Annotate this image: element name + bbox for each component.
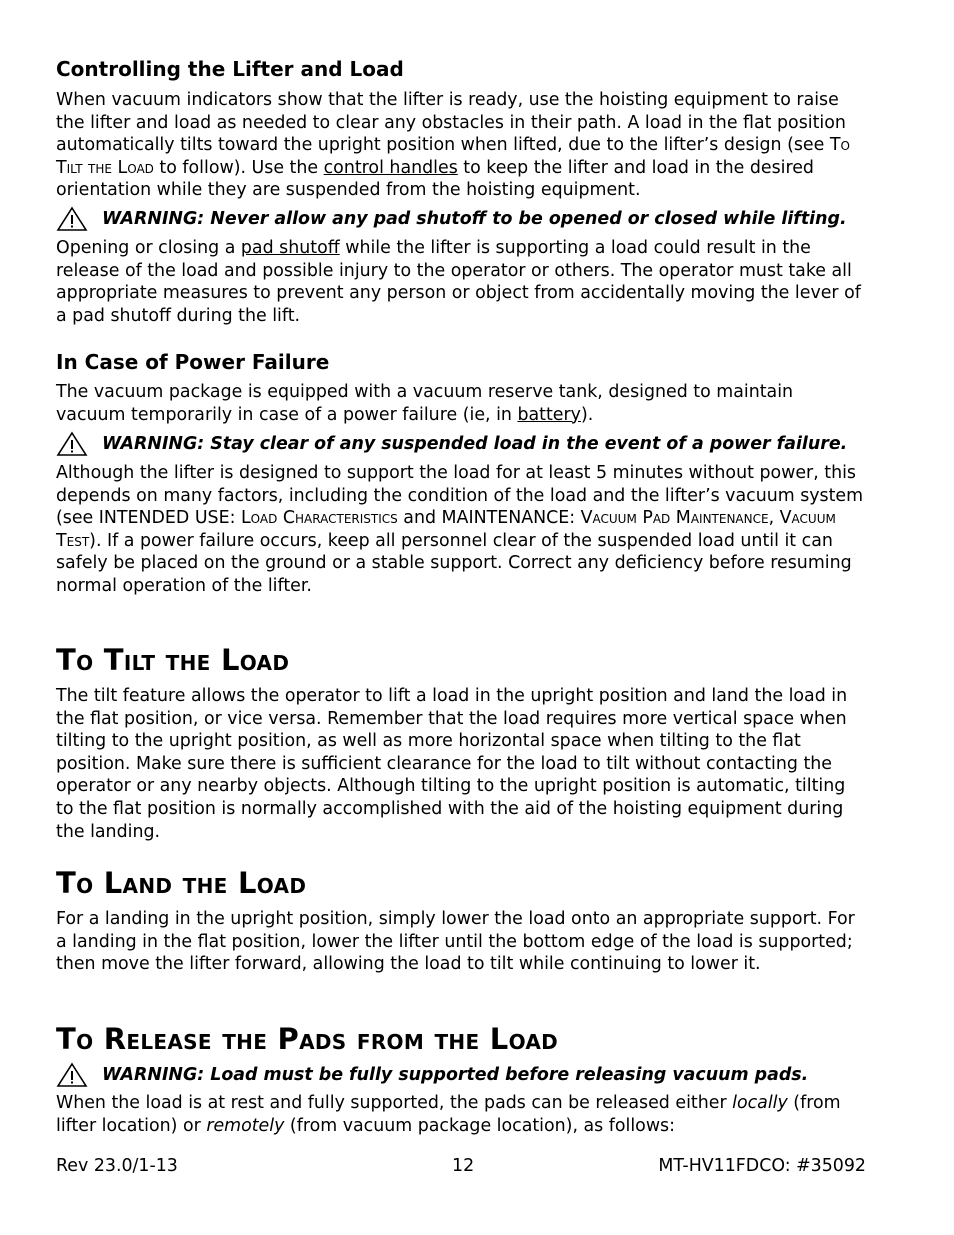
- warning-pad-shutoff: [56, 206, 866, 232]
- heading-land: [56, 866, 866, 900]
- heading-release: [56, 1022, 866, 1056]
- warning-release: [56, 1062, 866, 1088]
- text-run: (from lifter location) or: [56, 1093, 841, 1136]
- paragraph-pad-shutoff-text: [56, 237, 866, 327]
- text-run: ). If a power failure occurs, keep all personnel clear of the suspended load until it can safely be placed on the ground or a stable support. Correct any deficiency before resuming normal operation of the lifter.: [56, 530, 852, 596]
- text-run: to keep the lifter and load in the desired orientation while they are suspended from the hoisting equipment.: [56, 157, 814, 201]
- text-run: When the load is at rest and fully supported, the pads can be released either: [56, 1093, 733, 1113]
- paragraph-power-failure-detail-text: [56, 462, 866, 598]
- emphasis-locally: locally: [732, 1093, 788, 1113]
- paragraph-release: [56, 1092, 866, 1137]
- pad-shutoff-link[interactable]: pad shutoff: [240, 238, 340, 258]
- text-run: Opening or closing a: [56, 238, 241, 258]
- cross-reference: Vacuum Test: [56, 508, 836, 551]
- paragraph-power-failure-text: [56, 381, 866, 426]
- text-run: ,: [768, 508, 780, 529]
- paragraph-controlling: [56, 89, 866, 202]
- paragraph-land-text: For a landing in the upright position, simply lower the load onto an appropriate support. For a landing in the flat position, lower the lifter until the bottom edge of the load is supported; then move the lifter forward, allowing the load to tilt while continuing to lower it.: [56, 909, 855, 975]
- page-number: 12: [452, 1156, 475, 1176]
- text-run: Although the lifter is designed to support the load for at least 5 minutes without power, this depends on many factors, including the condition of the load and the lifter’s vacuum system (see INTENDED USE:: [56, 463, 864, 529]
- section-power-failure: [56, 350, 866, 374]
- battery-link[interactable]: battery: [517, 404, 581, 425]
- cross-reference: Vacuum Pad Maintenance: [580, 508, 769, 529]
- warning-triangle-icon: [56, 431, 88, 457]
- revision-label: Rev 23.0/1-13: [56, 1156, 178, 1176]
- warning-triangle-icon: [56, 206, 88, 232]
- heading-power-failure: In Case of Power Failure: [56, 350, 330, 374]
- paragraph-controlling-text: [56, 89, 866, 202]
- heading-tilt: [56, 643, 866, 677]
- section-controlling: [56, 57, 866, 81]
- text-run: while the lifter is supporting a load could result in the release of the load and possible injury to the operator or others. The operator must take all appropriate measures to prevent any person or object from accidentally moving the lever of a pad shutoff during the lift.: [56, 238, 861, 326]
- warning-power-failure: [56, 431, 866, 457]
- heading-text: To Release the Pads from the Load: [56, 1022, 559, 1056]
- text-run: to follow). Use the: [153, 157, 324, 178]
- control-handles-link[interactable]: control handles: [323, 157, 458, 178]
- heading-controlling: Controlling the Lifter and Load: [56, 57, 404, 81]
- section-land: [56, 866, 866, 900]
- paragraph-power-failure: [56, 381, 866, 426]
- warning-text: WARNING: Never allow any pad shutoff to be opened or closed while lifting.: [102, 209, 847, 229]
- paragraph-power-failure-detail: [56, 462, 866, 598]
- warning-text: WARNING: Stay clear of any suspended load in the event of a power failure.: [102, 434, 848, 454]
- heading-text: To Tilt the Load: [56, 643, 290, 677]
- warning-text: WARNING: Load must be fully supported before releasing vacuum pads.: [102, 1065, 809, 1085]
- text-run: and MAINTENANCE:: [397, 508, 581, 529]
- emphasis-remotely: remotely: [206, 1115, 285, 1136]
- text-run: ).: [580, 404, 594, 425]
- text-run: (from vacuum package location), as follows:: [284, 1115, 675, 1136]
- document-id: MT-HV11FDCO: #35092: [658, 1156, 866, 1176]
- paragraph-tilt-text: The tilt feature allows the operator to lift a load in the upright position and land the load in the flat position, or vice versa. Remember that the load requires more vertical space when tilting to the upright position, as well as more horizontal space when tilting to the flat position. Make sure there is sufficient clearance for the load to tilt without contacting the operator or any nearby objects. Although tilting to the upright position is automatic, tilting to the flat position is normally accomplished with the aid of the hoisting equipment during the landing.: [56, 686, 848, 842]
- section-release: [56, 1022, 866, 1056]
- paragraph-tilt: [56, 685, 866, 843]
- heading-text: To Land the Load: [56, 866, 307, 900]
- warning-triangle-icon: [56, 1062, 88, 1088]
- text-run: When vacuum indicators show that the lifter is ready, use the hoisting equipment to raise the lifter and load as needed to clear any obstacles in their path. A load in the flat position automatically tilts toward the upright position when lifted, due to the lifter’s design (see: [56, 90, 846, 156]
- paragraph-land: [56, 908, 866, 976]
- paragraph-release-text: [56, 1092, 866, 1137]
- text-run: The vacuum package is equipped with a vacuum reserve tank, designed to maintain vacuum temporarily in case of a power failure (ie, in: [56, 382, 794, 425]
- cross-reference: To Tilt the Load: [56, 135, 850, 178]
- section-tilt: [56, 643, 866, 677]
- paragraph-pad-shutoff: [56, 237, 866, 327]
- cross-reference: Load Characteristics: [240, 508, 398, 529]
